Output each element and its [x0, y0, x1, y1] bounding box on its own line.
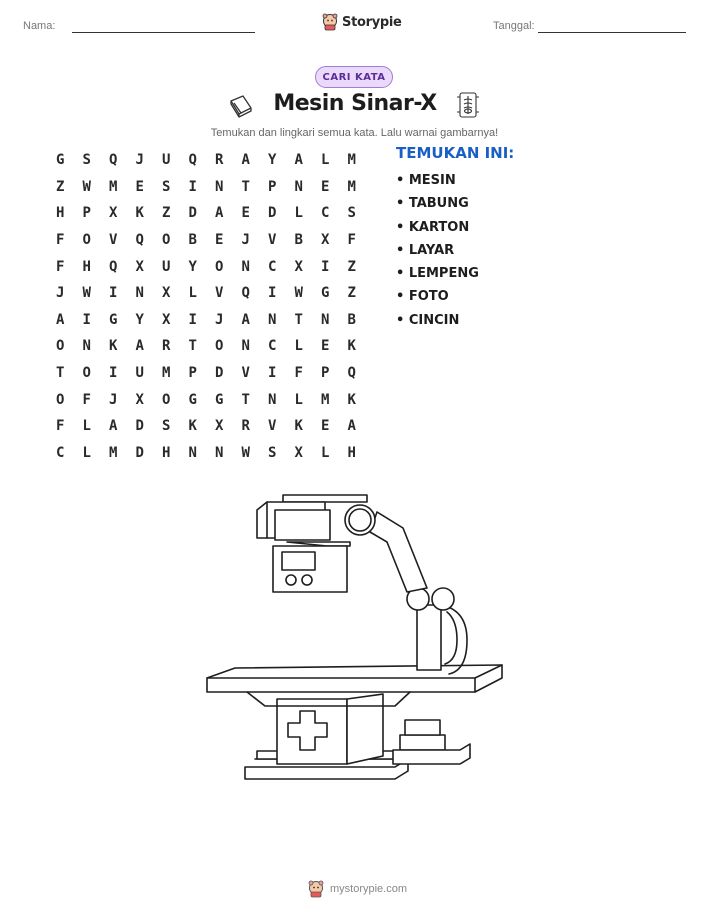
grid-letter[interactable]: V	[241, 365, 250, 382]
grid-letter[interactable]: E	[241, 205, 250, 222]
grid-letter[interactable]: U	[135, 365, 144, 382]
grid-letter[interactable]: O	[162, 391, 171, 408]
grid-letter[interactable]: N	[268, 311, 277, 328]
x-ray-film-icon	[455, 90, 481, 120]
word-list-item: • FOTO	[396, 289, 449, 305]
grid-letter[interactable]: J	[56, 285, 65, 302]
grid-letter[interactable]: K	[347, 338, 356, 355]
grid-letter[interactable]: I	[82, 311, 91, 328]
grid-letter[interactable]: R	[241, 418, 250, 435]
grid-letter[interactable]: S	[268, 444, 277, 461]
grid-letter[interactable]: O	[215, 258, 224, 275]
grid-letter[interactable]: L	[188, 285, 197, 302]
grid-letter[interactable]: G	[215, 391, 224, 408]
grid-letter[interactable]: M	[347, 178, 356, 195]
grid-letter[interactable]: F	[82, 391, 91, 408]
page-title: Mesin Sinar-X	[273, 91, 437, 116]
grid-letter[interactable]: F	[347, 232, 356, 249]
grid-letter[interactable]: T	[241, 391, 250, 408]
footer-url[interactable]: mystorypie.com	[330, 883, 408, 895]
grid-letter[interactable]: A	[347, 418, 356, 435]
grid-letter[interactable]: N	[241, 258, 250, 275]
grid-letter[interactable]: L	[82, 418, 91, 435]
grid-letter[interactable]: F	[56, 418, 65, 435]
date-line	[538, 32, 686, 33]
grid-letter[interactable]: Y	[188, 258, 197, 275]
grid-letter[interactable]: B	[347, 311, 356, 328]
grid-letter[interactable]: U	[162, 258, 171, 275]
grid-letter[interactable]: L	[294, 338, 303, 355]
grid-letter[interactable]: W	[82, 285, 91, 302]
grid-letter[interactable]: C	[268, 338, 277, 355]
grid-letter[interactable]: I	[321, 258, 330, 275]
grid-letter[interactable]: A	[294, 152, 303, 169]
grid-row	[47, 333, 365, 360]
grid-letter[interactable]: A	[241, 311, 250, 328]
grid-letter[interactable]: H	[82, 258, 91, 275]
grid-letter[interactable]: M	[109, 178, 118, 195]
grid-letter[interactable]: R	[162, 338, 171, 355]
grid-letter[interactable]: X	[294, 258, 303, 275]
grid-letter[interactable]: X	[109, 205, 118, 222]
storypie-mascot-icon	[322, 13, 338, 31]
grid-letter[interactable]: D	[268, 205, 277, 222]
grid-letter[interactable]: E	[321, 418, 330, 435]
grid-letter[interactable]: O	[215, 338, 224, 355]
grid-letter[interactable]: N	[188, 444, 197, 461]
grid-letter[interactable]: Q	[109, 152, 118, 169]
grid-letter[interactable]: M	[162, 365, 171, 382]
grid-letter[interactable]: Y	[135, 311, 144, 328]
grid-letter[interactable]: P	[268, 178, 277, 195]
grid-letter[interactable]: J	[241, 232, 250, 249]
grid-letter[interactable]: J	[109, 391, 118, 408]
grid-letter[interactable]: W	[241, 444, 250, 461]
grid-letter[interactable]: X	[135, 258, 144, 275]
date-label: Tanggal:	[493, 20, 535, 32]
grid-letter[interactable]: H	[56, 205, 65, 222]
grid-letter[interactable]: O	[56, 391, 65, 408]
grid-letter[interactable]: K	[109, 338, 118, 355]
brand-name: Storypie	[342, 14, 402, 30]
word-list-item: • CINCIN	[396, 312, 460, 328]
grid-letter[interactable]: M	[347, 152, 356, 169]
grid-letter[interactable]: S	[347, 205, 356, 222]
grid-letter[interactable]: X	[294, 444, 303, 461]
grid-letter[interactable]: F	[56, 232, 65, 249]
grid-letter[interactable]: N	[215, 178, 224, 195]
grid-letter[interactable]: K	[188, 418, 197, 435]
grid-letter[interactable]: A	[215, 205, 224, 222]
grid-letter[interactable]: V	[109, 232, 118, 249]
word-list-item: • KARTON	[396, 219, 470, 235]
word-list-item: • MESIN	[396, 173, 456, 188]
grid-letter[interactable]: G	[56, 152, 65, 169]
word-list-item: • LEMPENG	[396, 266, 479, 282]
grid-letter[interactable]: I	[188, 178, 197, 195]
grid-letter[interactable]: Q	[109, 258, 118, 275]
grid-letter[interactable]: M	[321, 391, 330, 408]
grid-letter[interactable]: O	[162, 232, 171, 249]
grid-letter[interactable]: O	[56, 338, 65, 355]
grid-letter[interactable]: D	[135, 418, 144, 435]
grid-letter[interactable]: E	[321, 178, 330, 195]
grid-letter[interactable]: L	[294, 205, 303, 222]
grid-letter[interactable]: Q	[241, 285, 250, 302]
name-label: Nama:	[23, 20, 56, 32]
word-list-item: • TABUNG	[396, 196, 469, 212]
grid-letter[interactable]: Z	[162, 205, 171, 222]
grid-letter[interactable]: P	[82, 205, 91, 222]
grid-letter[interactable]: E	[135, 178, 144, 195]
grid-letter[interactable]: N	[241, 338, 250, 355]
grid-letter[interactable]: S	[162, 418, 171, 435]
grid-letter[interactable]: I	[188, 311, 197, 328]
grid-letter[interactable]: P	[321, 365, 330, 382]
grid-letter[interactable]: T	[241, 178, 250, 195]
grid-letter[interactable]: J	[135, 152, 144, 169]
grid-letter[interactable]: X	[162, 311, 171, 328]
grid-letter[interactable]: I	[268, 365, 277, 382]
grid-row	[47, 147, 365, 174]
grid-letter[interactable]: D	[135, 444, 144, 461]
grid-letter[interactable]: A	[56, 311, 65, 328]
grid-letter[interactable]: L	[321, 444, 330, 461]
grid-row	[47, 413, 365, 440]
grid-letter[interactable]: Q	[347, 365, 356, 382]
grid-letter[interactable]: E	[321, 338, 330, 355]
grid-row	[47, 200, 365, 227]
word-search-grid	[47, 147, 365, 466]
grid-letter[interactable]: Y	[268, 152, 277, 169]
name-line	[72, 32, 255, 33]
storypie-mascot-icon	[308, 880, 324, 898]
grid-letter[interactable]: N	[294, 178, 303, 195]
grid-letter[interactable]: L	[321, 152, 330, 169]
grid-letter[interactable]: X	[215, 418, 224, 435]
grid-letter[interactable]: L	[82, 444, 91, 461]
grid-letter[interactable]: D	[215, 365, 224, 382]
grid-letter[interactable]: D	[188, 205, 197, 222]
category-badge: CARI KATA	[315, 66, 393, 88]
grid-letter[interactable]: I	[109, 365, 118, 382]
grid-letter[interactable]: G	[109, 311, 118, 328]
grid-row	[47, 386, 365, 413]
grid-letter[interactable]: Z	[56, 178, 65, 195]
grid-letter[interactable]: N	[215, 444, 224, 461]
grid-letter[interactable]: G	[188, 391, 197, 408]
grid-letter[interactable]: J	[215, 311, 224, 328]
grid-letter[interactable]: A	[109, 418, 118, 435]
grid-letter[interactable]: H	[347, 444, 356, 461]
grid-letter[interactable]: T	[294, 311, 303, 328]
grid-letter[interactable]: O	[82, 365, 91, 382]
x-ray-machine-illustration	[195, 480, 515, 800]
grid-letter[interactable]: R	[215, 152, 224, 169]
grid-letter[interactable]: C	[268, 258, 277, 275]
grid-letter[interactable]: V	[268, 232, 277, 249]
grid-letter[interactable]: K	[347, 391, 356, 408]
grid-letter[interactable]: F	[294, 365, 303, 382]
grid-letter[interactable]: B	[294, 232, 303, 249]
grid-letter[interactable]: H	[162, 444, 171, 461]
grid-letter[interactable]: C	[56, 444, 65, 461]
word-list	[396, 171, 479, 334]
grid-letter[interactable]: W	[294, 285, 303, 302]
grid-letter[interactable]: Q	[135, 232, 144, 249]
grid-letter[interactable]: M	[109, 444, 118, 461]
grid-letter[interactable]: Q	[188, 152, 197, 169]
grid-letter[interactable]: T	[188, 338, 197, 355]
grid-letter[interactable]: K	[135, 205, 144, 222]
grid-letter[interactable]: L	[294, 391, 303, 408]
grid-letter[interactable]: A	[135, 338, 144, 355]
instructions: Temukan dan lingkari semua kata. Lalu warnai gambarnya!	[210, 127, 499, 139]
grid-letter[interactable]: W	[82, 178, 91, 195]
grid-row	[47, 440, 365, 467]
grid-row	[47, 227, 365, 254]
brand-logo	[322, 12, 402, 32]
grid-letter[interactable]: Z	[347, 258, 356, 275]
grid-letter[interactable]: N	[82, 338, 91, 355]
grid-row	[47, 253, 365, 280]
grid-letter[interactable]: U	[162, 152, 171, 169]
grid-letter[interactable]: N	[321, 311, 330, 328]
grid-letter[interactable]: Z	[347, 285, 356, 302]
grid-letter[interactable]: I	[109, 285, 118, 302]
grid-letter[interactable]: O	[82, 232, 91, 249]
grid-letter[interactable]: T	[56, 365, 65, 382]
grid-row	[47, 174, 365, 201]
grid-letter[interactable]: S	[162, 178, 171, 195]
word-list-item: • LAYAR	[396, 242, 455, 258]
grid-letter[interactable]: I	[268, 285, 277, 302]
grid-letter[interactable]: C	[321, 205, 330, 222]
grid-letter[interactable]: S	[82, 152, 91, 169]
grid-letter[interactable]: N	[268, 391, 277, 408]
grid-letter[interactable]: B	[188, 232, 197, 249]
grid-letter[interactable]: K	[294, 418, 303, 435]
grid-letter[interactable]: P	[188, 365, 197, 382]
grid-letter[interactable]: E	[215, 232, 224, 249]
grid-letter[interactable]: X	[321, 232, 330, 249]
grid-letter[interactable]: V	[268, 418, 277, 435]
grid-letter[interactable]: G	[321, 285, 330, 302]
grid-letter[interactable]: A	[241, 152, 250, 169]
book-icon	[227, 92, 255, 120]
grid-letter[interactable]: N	[135, 285, 144, 302]
grid-row	[47, 360, 365, 387]
grid-row	[47, 280, 365, 307]
grid-letter[interactable]: V	[215, 285, 224, 302]
grid-letter[interactable]: F	[56, 258, 65, 275]
grid-letter[interactable]: X	[162, 285, 171, 302]
grid-letter[interactable]: X	[135, 391, 144, 408]
word-list-title: TEMUKAN INI:	[396, 144, 515, 162]
footer	[308, 880, 407, 898]
grid-row	[47, 307, 365, 334]
